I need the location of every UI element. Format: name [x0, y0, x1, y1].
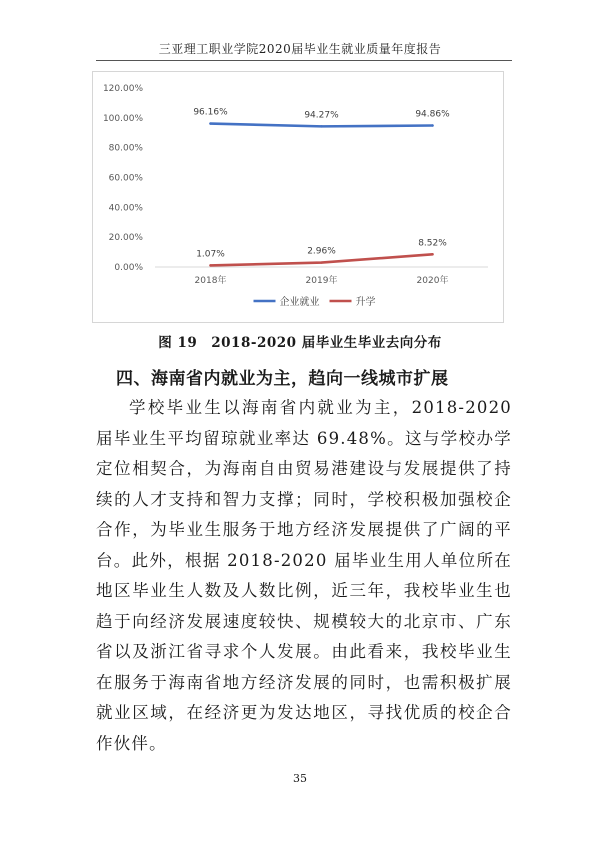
data-label: 94.86%	[415, 109, 450, 120]
y-tick-label: 80.00%	[108, 143, 143, 154]
y-tick-label: 60.00%	[108, 173, 143, 184]
section-heading: 四、海南省内就业为主，趋向一线城市扩展	[116, 369, 449, 389]
data-label: 96.16%	[193, 107, 228, 118]
header-rule	[96, 60, 512, 61]
data-point	[209, 122, 211, 124]
data-point	[320, 261, 322, 263]
body-paragraph-container	[96, 393, 512, 759]
running-header: 三亚理工职业学院2020届毕业生就业质量年度报告	[158, 42, 442, 56]
line-chart	[93, 72, 503, 322]
y-tick-label: 120.00%	[102, 84, 143, 94]
body-paragraph: 学校毕业生以海南省内就业为主，2018-2020 届毕业生平均留琼就业率达 69.48%。这与学校办学定位相契合，为海南自由贸易港建设与发展提供了持续的人才支持和智力支撑；同时，学校积极加强校企合作，为毕业生服务于地方经济发展提供了广阔的平台。此外，根据 2018-2020 届毕业生用人单位所在地区毕业生人数及人数比例，近三年，我校毕业生也趋于向经济发展速度较快、规模较大的北京市、广东省以及浙江省寻求个人发展。由此看来，我校毕业生在服务于海南省地方经济发展的同时，也需积极扩展就业区域，在经济更为发达地区，寻找优质的校企合作伙伴。	[96, 398, 512, 753]
data-point	[431, 124, 433, 126]
chart-container	[92, 71, 504, 323]
data-label: 2.96%	[307, 246, 336, 257]
y-tick-label: 100.00%	[102, 113, 143, 124]
y-tick-label: 0.00%	[114, 263, 143, 273]
page-number: 35	[293, 772, 307, 785]
x-tick-label: 2018年	[194, 276, 227, 286]
data-point	[209, 264, 211, 266]
x-tick-label: 2019年	[305, 276, 338, 286]
x-tick-label: 2020年	[416, 276, 449, 286]
y-tick-label: 40.00%	[108, 203, 143, 214]
data-point	[320, 125, 322, 127]
data-label: 8.52%	[418, 238, 447, 249]
data-label: 94.27%	[304, 110, 339, 121]
legend-label-2: 升学	[355, 297, 376, 308]
figure-caption: 图 19 2018-2020 届毕业生毕业去向分布	[158, 335, 442, 351]
data-point	[431, 253, 433, 255]
data-label: 1.07%	[196, 249, 225, 260]
legend-label-1: 企业就业	[279, 297, 320, 308]
y-tick-label: 20.00%	[108, 233, 143, 244]
